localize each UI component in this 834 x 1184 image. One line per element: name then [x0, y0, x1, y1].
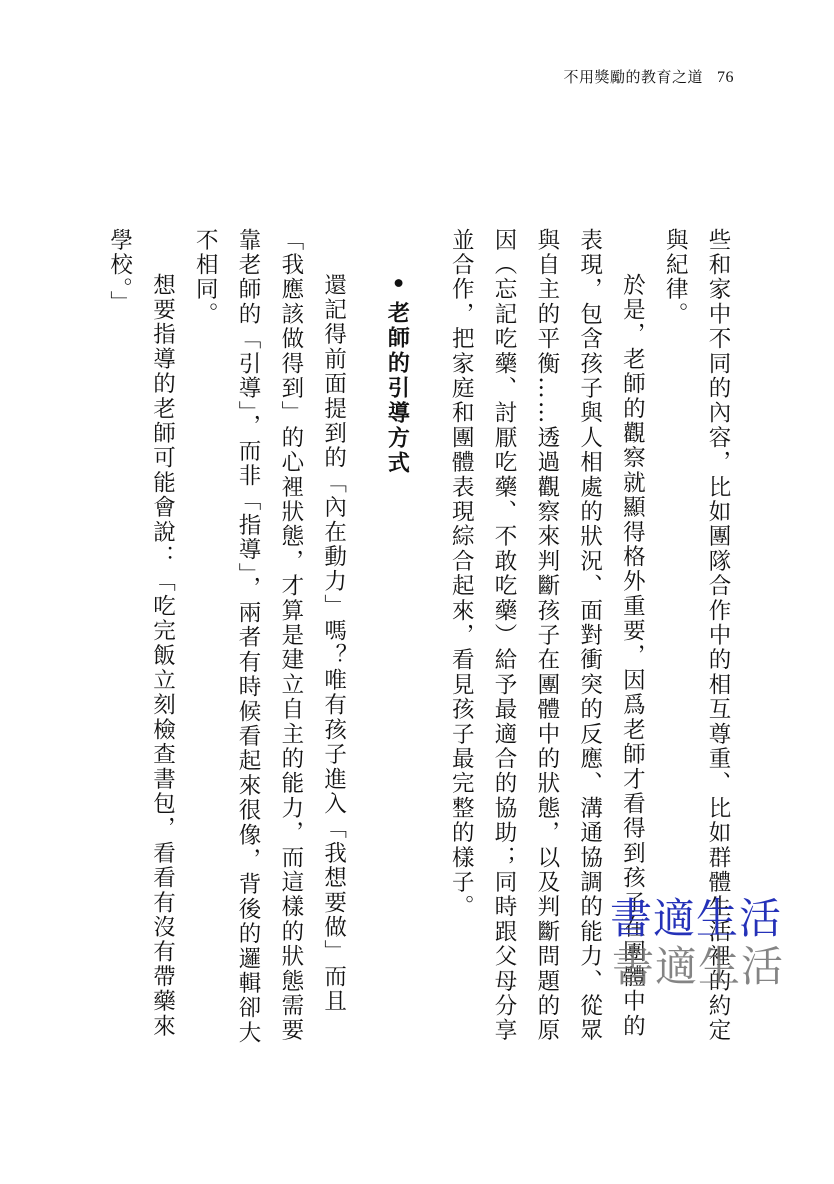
paragraph-4: 想要指導的老師可能會說：「吃完飯立刻檢查書包，看看有沒有帶藥來學校。」 [106, 228, 176, 1039]
body-text [89, 228, 739, 1048]
watermark-blue: 書適生活 [610, 894, 783, 943]
watermark-gray: 書適生活 [612, 942, 785, 991]
section-heading [375, 228, 418, 1048]
book-title: 不用獎勵的教育之道 [563, 68, 703, 86]
section-heading-text: 老師的引導方式 [384, 301, 410, 477]
paragraph-1: 些和家中不同的內容，比如團隊合作中的相互尊重、比如群體生活裡的約定與紀律。 [662, 228, 731, 1044]
paragraph-3: 還記得前面提到的「內在動力」嗎？唯有孩子進入「我想要做」而且「我應該做得到」的心裡狀態，才算是建立自主的能力，而這樣的狀態需要靠老師的「引導」，而非「指導」，兩者有時候看起來很像，背後的邏輯卻大不相同。 [192, 228, 347, 1046]
bullet-icon: • [384, 276, 410, 294]
paragraph-2: 於是，老師的觀察就顯得格外重要，因爲老師才看得到孩子在團體中的表現，包含孩子與人相處的狀況、面對衝突的反應、溝通協調的能力、從眾與自主的平衡……透過觀察來判斷孩子在團體中的狀態，以及判斷問題的原因（忘記吃藥、討厭吃藥、不敢吃藥）給予最適合的協助；同時跟父母分享並合作，把家庭和團體表現綜合起來，看見孩子最完整的樣子。 [448, 228, 646, 1044]
page-number: 76 [717, 69, 734, 86]
running-header [563, 66, 734, 87]
